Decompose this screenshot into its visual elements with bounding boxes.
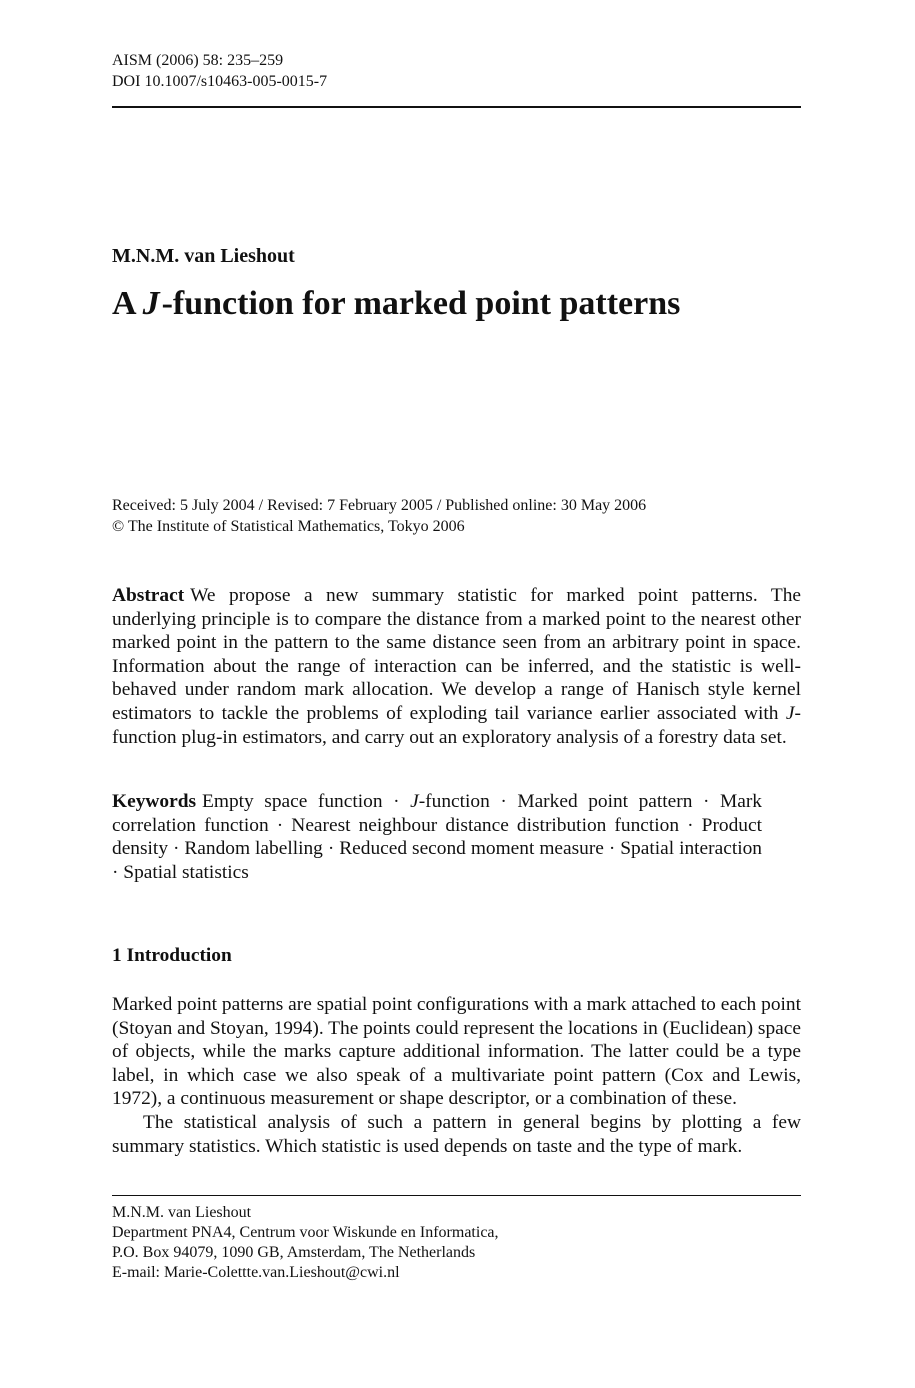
section-heading: 1 Introduction [112, 945, 232, 966]
title-prefix: A [112, 285, 137, 322]
abstract-text-1: We propose a new summary statistic for marked point patterns. The underlying principle is to compare the distance from a marked point to the nearest other marked point in the pattern to the same distance seen from an arbitrary point in space. Information about the range of interaction can be inferred, and the statistic is well-behaved under random mark allocation. We develop a range of Hanisch style kernel estimators to tackle the problems of exploding tail variance earlier associated with [112, 585, 801, 724]
introduction-body [112, 993, 801, 1158]
publication-dates [112, 495, 646, 537]
keywords [112, 790, 762, 884]
abstract-label: Abstract [112, 585, 185, 606]
footnote-name: M.N.M. van Lieshout [112, 1204, 252, 1221]
footnote-email: E-mail: Marie-Colettte.van.Lieshout@cwi.nl [112, 1264, 400, 1281]
intro-paragraph-1: Marked point patterns are spatial point configurations with a mark attached to each point (Stoyan and Stoyan, 1994). The points could represent the locations in (Euclidean) space of objects, while the marks capture additional information. The latter could be a type label, in which case we also speak of a multivariate point pattern (Cox and Lewis, 1972), a continuous measurement or shape descriptor, or a combination of these. [112, 994, 801, 1110]
abstract [112, 584, 801, 749]
footnote-department: Department PNA4, Centrum voor Wiskunde en Informatica, [112, 1224, 499, 1241]
keywords-label: Keywords [112, 791, 197, 812]
title-suffix: -function for marked point patterns [161, 285, 681, 322]
abstract-text-2: -function plug-in estimators, and carry out an exploratory analysis of a forestry data set. [112, 702, 801, 748]
footnote-rule [112, 1195, 801, 1196]
header-rule [112, 106, 801, 108]
intro-paragraph-2: The statistical analysis of such a pattern in general begins by plotting a few summary statistics. Which statistic is used depends on taste and the type of mark. [112, 1111, 801, 1157]
doi: DOI 10.1007/s10463-005-0015-7 [112, 73, 328, 90]
footnote-address: P.O. Box 94079, 1090 GB, Amsterdam, The Netherlands [112, 1244, 476, 1261]
journal-header [112, 50, 327, 92]
keywords-text-1: Empty space function · [202, 791, 400, 812]
date-history: Received: 5 July 2004 / Revised: 7 February 2005 / Published online: 30 May 2006 [112, 497, 647, 514]
paper-title [112, 285, 680, 323]
keywords-italic-j: J [410, 791, 419, 812]
title-italic-j: J [142, 285, 160, 322]
abstract-italic-j: J [785, 702, 795, 724]
keywords-text-2: -function · Marked point pattern · Mark correlation function · Nearest neighbour distance distribution function · Product density · Random labelling · Reduced second moment measure · Spatial interaction · Spatial statistics [112, 791, 762, 883]
journal-citation: AISM (2006) 58: 235–259 [112, 52, 284, 69]
copyright-line: © The Institute of Statistical Mathematics, Tokyo 2006 [112, 518, 465, 535]
author-name: M.N.M. van Lieshout [112, 245, 295, 267]
author-footnote [112, 1203, 499, 1283]
